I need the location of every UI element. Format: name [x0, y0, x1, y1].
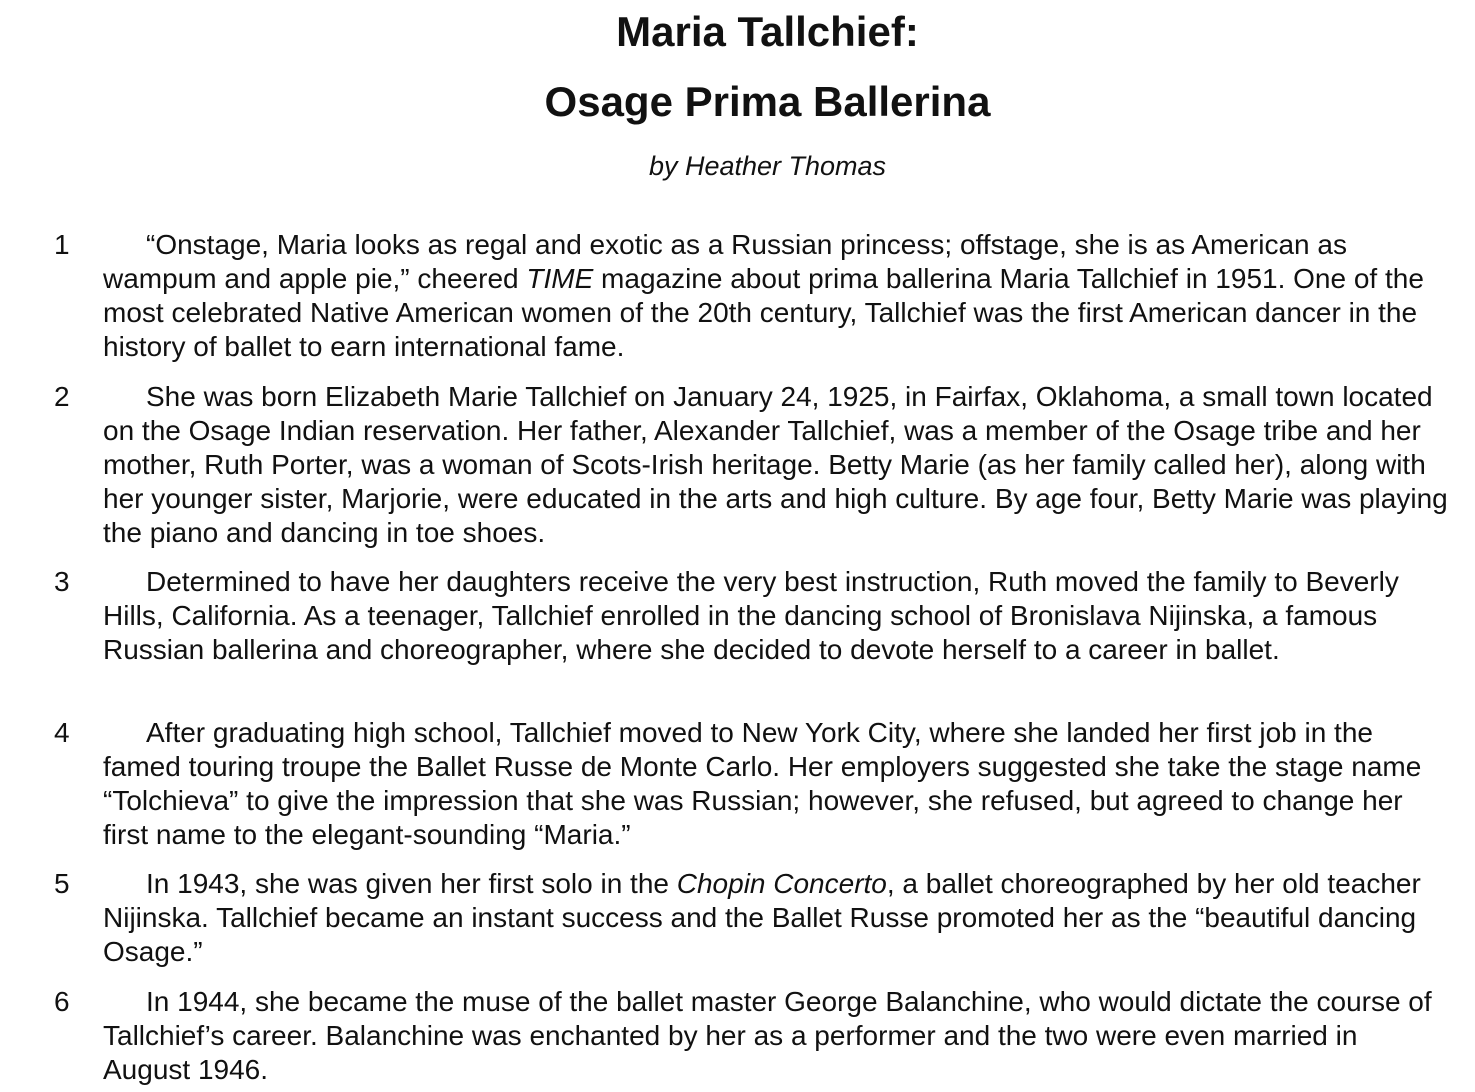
text-run: Determined to have her daughters receive the very best instruction, Ruth moved the family to Beverly Hills, California. As a teenager, Tallchief enrolled in the dancing school of Bronislava Nijinska, a famous Russian ballerina and choreographer, where she decided to devote herself to a career in ballet. [103, 566, 1399, 665]
paragraph-number: 4 [54, 717, 70, 748]
text-run: In 1943, she was given her first solo in the [146, 868, 677, 899]
italic-text-run: Chopin Concerto [676, 868, 887, 899]
text-run: After graduating high school, Tallchief moved to New York City, where she landed her first job in the famed touring troupe the Ballet Russe de Monte Carlo. Her employers suggested she take the stage name “Tolchieva” to give the impression that she was Russian; however, she refused, but agreed to change her first name to the elegant-sounding “Maria.” [103, 717, 1422, 850]
paragraph-text [103, 228, 1448, 364]
paragraph-number: 1 [54, 229, 70, 260]
paragraph-number: 6 [54, 986, 70, 1017]
text-run: In 1944, she became the muse of the ballet master George Balanchine, who would dictate the course of Tallchief’s career. Balanchine was enchanted by her as a performer and the two were even married in August 1946. [103, 986, 1432, 1085]
paragraph-number: 3 [54, 566, 70, 597]
text-run: “Onstage, Maria looks as regal and exotic as a Russian princess; offstage, she is as American as wampum and apple pie,” cheered [103, 229, 1347, 294]
article-title-line-1: Maria Tallchief: [616, 8, 919, 55]
text-run: magazine about prima ballerina Maria Tallchief in 1951. One of the most celebrated Native American women of the 20th century, Tallchief was the first American dancer in the history of ballet to earn international fame. [103, 263, 1424, 362]
paragraph-number: 2 [54, 381, 70, 412]
paragraph-number: 5 [54, 868, 70, 899]
italic-text-run: TIME [526, 263, 594, 294]
article-byline: by Heather Thomas [648, 151, 887, 181]
paragraph-text [103, 867, 1448, 969]
paragraph-text [103, 565, 1448, 667]
text-run: , a ballet choreographed by her old teacher Nijinska. Tallchief became an instant success and the Ballet Russe promoted her as the “beautiful dancing Osage.” [103, 868, 1421, 967]
text-run: She was born Elizabeth Marie Tallchief on January 24, 1925, in Fairfax, Oklahoma, a small town located on the Osage Indian reservation. Her father, Alexander Tallchief, was a member of the Osage tribe and her mother, Ruth Porter, was a woman of Scots-Irish heritage. Betty Marie (as her family called her), along with her younger sister, Marjorie, were educated in the arts and high culture. By age four, Betty Marie was playing the piano and dancing in toe shoes. [103, 381, 1448, 548]
paragraph-text [103, 716, 1448, 852]
paragraph-text [103, 985, 1448, 1087]
article-title-line-2: Osage Prima Ballerina [544, 78, 991, 125]
paragraph-text [103, 380, 1448, 550]
